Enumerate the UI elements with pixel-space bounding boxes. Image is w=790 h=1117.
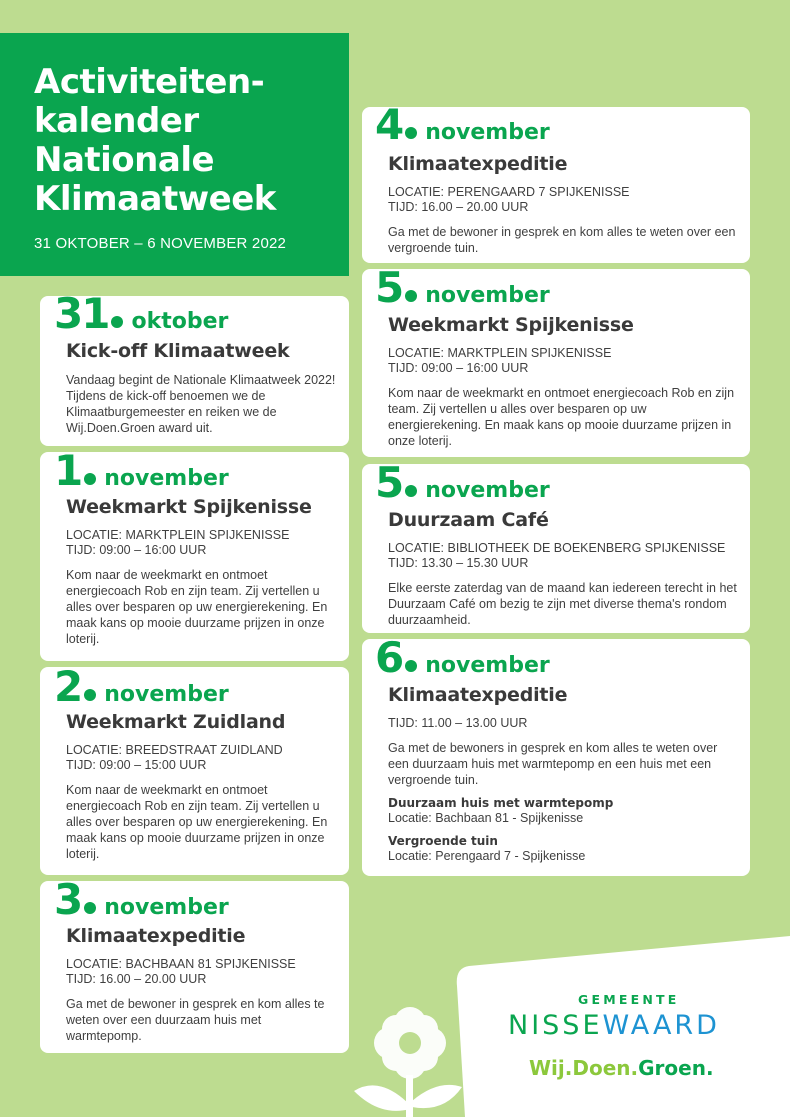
logo-gemeente: GEMEENTE: [578, 992, 680, 1007]
event-time: TIJD: 09:00 – 16:00 UUR: [388, 361, 529, 375]
event-month: november: [425, 120, 550, 145]
event-title: Duurzaam Café: [388, 509, 549, 531]
dot-icon: [405, 660, 417, 672]
header-banner: [0, 33, 349, 276]
event-day: 2: [54, 662, 82, 711]
logo-tagline: [529, 1056, 714, 1080]
event-time: TIJD: 16.00 – 20.00 UUR: [66, 972, 207, 986]
event-title: Weekmarkt Spijkenisse: [66, 496, 312, 518]
event-day: 31: [54, 289, 109, 338]
event-description: Ga met de bewoner in gesprek en kom alles te weten over een duurzaam huis met warmtepomp.: [66, 997, 325, 1043]
logo-waard: WAARD: [602, 1010, 720, 1041]
event-date: [375, 100, 550, 149]
event-card-nov4: [362, 100, 750, 263]
event-title: Klimaatexpeditie: [388, 153, 568, 175]
tag-doen: Doen.: [572, 1056, 639, 1080]
event-card-nov1: [40, 446, 349, 661]
title-line: Activiteiten-: [34, 62, 265, 102]
page-title: [34, 63, 349, 219]
tag-groen: Groen.: [638, 1056, 714, 1080]
event-month: november: [104, 682, 229, 707]
event-day: 3: [54, 875, 82, 924]
event-card-nov5-weekmarkt: [362, 263, 750, 457]
event-month: november: [425, 653, 550, 678]
event-date: [375, 263, 550, 312]
dot-icon: [405, 290, 417, 302]
event-title: Klimaatexpeditie: [388, 684, 568, 706]
event-date: [375, 633, 550, 682]
event-description: Vandaag begint de Nationale Klimaatweek 2022! Tijdens de kick-off benoemen we de Klimaatburgemeester en reiken we de Wij.Doen.Groen award uit.: [66, 373, 336, 435]
logo-nisse: NISSE: [508, 1010, 603, 1041]
event-time: TIJD: 09:00 – 16:00 UUR: [66, 543, 207, 557]
event-location: LOCATIE: MARKTPLEIN SPIJKENISSE: [66, 528, 290, 542]
title-line: kalender: [34, 101, 199, 141]
event-date: [54, 446, 229, 495]
subsection-text: Locatie: Perengaard 7 - Spijkenisse: [388, 849, 586, 863]
event-time: TIJD: 09:00 – 15:00 UUR: [66, 758, 207, 772]
dot-icon: [84, 689, 96, 701]
title-line: Klimaatweek: [34, 179, 276, 219]
event-date: [54, 662, 229, 711]
event-time: TIJD: 11.00 – 13.00 UUR: [388, 716, 528, 730]
event-card-nov2: [40, 662, 349, 875]
event-month: november: [425, 283, 550, 308]
event-time: TIJD: 16.00 – 20.00 UUR: [388, 200, 529, 214]
event-description: Elke eerste zaterdag van de maand kan iedereen terecht in het Duurzaam Café om bezig te zijn met diverse thema's rondom duurzaamheid.: [388, 581, 737, 627]
title-line: Nationale: [34, 140, 215, 180]
event-description: Kom naar de weekmarkt en ontmoet energiecoach Rob en zijn team. Zij vertellen u alles over besparen op uw energierekening. En maak kans op mooie duurzame prijzen in onze loterij.: [66, 568, 328, 646]
event-description: Kom naar de weekmarkt en ontmoet energiecoach Rob en zijn team. Zij vertellen u alles over besparen op uw energierekening. En maak kans op mooie duurzame prijzen in onze loterij.: [66, 783, 328, 861]
event-card-nov5-cafe: [362, 458, 750, 633]
dot-icon: [405, 127, 417, 139]
event-date: [54, 289, 229, 338]
flower-icon: [350, 1005, 470, 1117]
subsection-heading: Duurzaam huis met warmtepomp: [388, 796, 614, 810]
event-day: 6: [375, 633, 403, 682]
event-title: Kick-off Klimaatweek: [66, 340, 290, 362]
event-month: november: [425, 478, 550, 503]
event-description: Kom naar de weekmarkt en ontmoet energiecoach Rob en zijn team. Zij vertellen u alles over besparen op uw energierekening. En maak kans op mooie duurzame prijzen in onze loterij.: [388, 386, 735, 448]
event-time: TIJD: 13.30 – 15.30 UUR: [388, 556, 529, 570]
event-title: Weekmarkt Zuidland: [66, 711, 286, 733]
event-card-nov3: [40, 875, 349, 1053]
event-location: LOCATIE: BREEDSTRAAT ZUIDLAND: [66, 743, 283, 757]
dot-icon: [84, 902, 96, 914]
event-title: Klimaatexpeditie: [66, 925, 246, 947]
event-card-nov6: [362, 633, 750, 876]
event-day: 1: [54, 446, 82, 495]
event-card-oct31: [40, 289, 349, 446]
logo-nissewaard: [508, 1010, 720, 1041]
event-description: Ga met de bewoners in gesprek en kom alles te weten over een duurzaam huis met warmtepomp en een huis met een vergroende tuin.: [388, 741, 718, 787]
event-location: LOCATIE: BACHBAAN 81 SPIJKENISSE: [66, 957, 296, 971]
event-title: Weekmarkt Spijkenisse: [388, 314, 634, 336]
event-day: 5: [375, 263, 403, 312]
event-day: 5: [375, 458, 403, 507]
event-date: [375, 458, 550, 507]
event-month: november: [104, 466, 229, 491]
dot-icon: [111, 316, 123, 328]
date-range: 31 OKTOBER – 6 NOVEMBER 2022: [34, 235, 287, 252]
dot-icon: [84, 473, 96, 485]
event-date: [54, 875, 229, 924]
event-location: LOCATIE: MARKTPLEIN SPIJKENISSE: [388, 346, 612, 360]
event-day: 4: [375, 100, 403, 149]
event-location: LOCATIE: BIBLIOTHEEK DE BOEKENBERG SPIJKENISSE: [388, 541, 726, 555]
subsection-heading: Vergroende tuin: [388, 834, 498, 848]
tag-wij: Wij.: [529, 1056, 573, 1080]
event-location: LOCATIE: PERENGAARD 7 SPIJKENISSE: [388, 185, 630, 199]
event-month: november: [104, 895, 229, 920]
event-description: Ga met de bewoner in gesprek en kom alles te weten over een vergroende tuin.: [388, 225, 736, 255]
subsection-text: Locatie: Bachbaan 81 - Spijkenisse: [388, 811, 584, 825]
event-month: oktober: [131, 309, 229, 334]
dot-icon: [405, 485, 417, 497]
